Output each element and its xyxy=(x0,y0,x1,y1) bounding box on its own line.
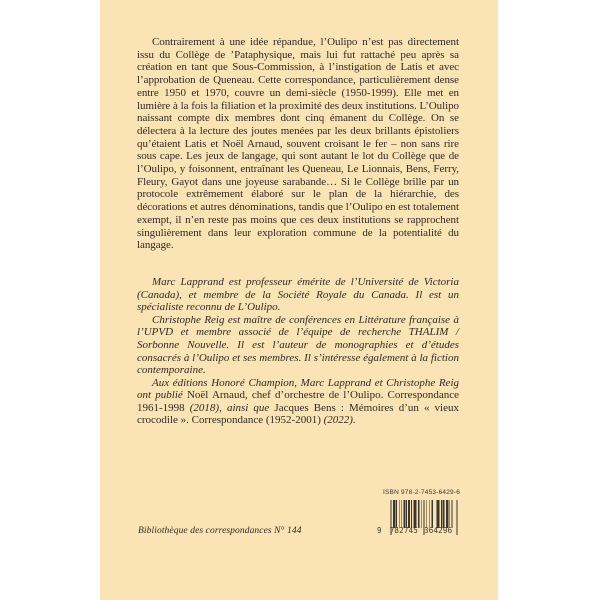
series-label: Bibliothèque des correspondances N° 144 xyxy=(138,526,302,536)
bio-marc-lapprand: Marc Lapprand est professeur émérite de l’Université de Victoria (Canada), et membre de la Société Royale du Canada. Il est un spécialiste reconnu de L’Oulipo. xyxy=(137,275,459,314)
isbn-block xyxy=(377,489,462,541)
barcode-digits xyxy=(377,526,452,535)
bio-christophe-reig: Christophe Reig est maître de conférences en Littérature française à l’UPVD et membre associé de l’équipe de recherche THALIM / Sorbonne Nouvelle. Il est l’auteur de monographies et d’études consacrés à l’Oulipo et ses membres. Il s’intéresse également à la fiction contemporaine. xyxy=(137,313,459,377)
publications-year-2018: (2018), ainsi que xyxy=(189,401,275,414)
authors-section xyxy=(137,276,459,427)
book-title-jacques-bens: Jacques Bens : Mémoires d’un « vieux crocodile ». Correspondance (1952-2001) xyxy=(137,401,459,427)
barcode-digit-first: 9 xyxy=(377,526,382,535)
barcode-digits-right: 364296 xyxy=(424,526,453,535)
publications-paragraph xyxy=(137,377,459,427)
publications-intro: Aux éditions Honoré Champion, Marc Lapprand et Christophe Reig ont publié xyxy=(137,376,459,402)
publications-year-2022: (2022). xyxy=(323,414,356,427)
cover-text-block xyxy=(137,36,459,427)
book-title-noel-arnaud: Noël Arnaud, chef d’orchestre de l’Oulipo. Correspondance 1961-1998 xyxy=(137,389,459,414)
book-back-cover xyxy=(100,0,498,600)
synopsis-paragraph: Contrairement à une idée répandue, l’Oulipo n’est pas directement issu du Collège de ’Pataphysique, mais lui fut rattaché peu après sa création en tant que Sous-Commission, à l’instigation de Latis et avec l’approbation de Queneau. Cette correspondance, particulièrement dense entre 1950 et 1970, couvre un demi-siècle (1950-1999). Elle met en lumière à la fois la filiation et la proximité des deux institutions. L’Oulipo naissant compte dix membres dont cinq émanent du Collège. On se délectera à la lecture des joutes menées par les deux brillants épistoliers qu’étaient Latis et Noël Arnaud, souvent croisant le fer – non sans rire sous cape. Les jeux de langage, qui sont autant le lot du Collège que de l’Oulipo, y foisonnent, entraînant les Queneau, Le Lionnais, Bens, Ferry, Fleury, Gayot dans une joyeuse sarabande… Si le Collège brille par un protocole extrêmement élaboré sur le plan de la hiérarchie, des décorations et autres dénominations, tandis que l’Oulipo en est totalement exempt, il n’en reste pas moins que ces deux institutions se rapprochent singulièrement dans leur exploration commune de la potentialité du langage. xyxy=(137,36,459,252)
isbn-label: ISBN 978-2-7453-6429-6 xyxy=(383,489,461,496)
barcode-digits-left: 782745 xyxy=(389,526,419,535)
